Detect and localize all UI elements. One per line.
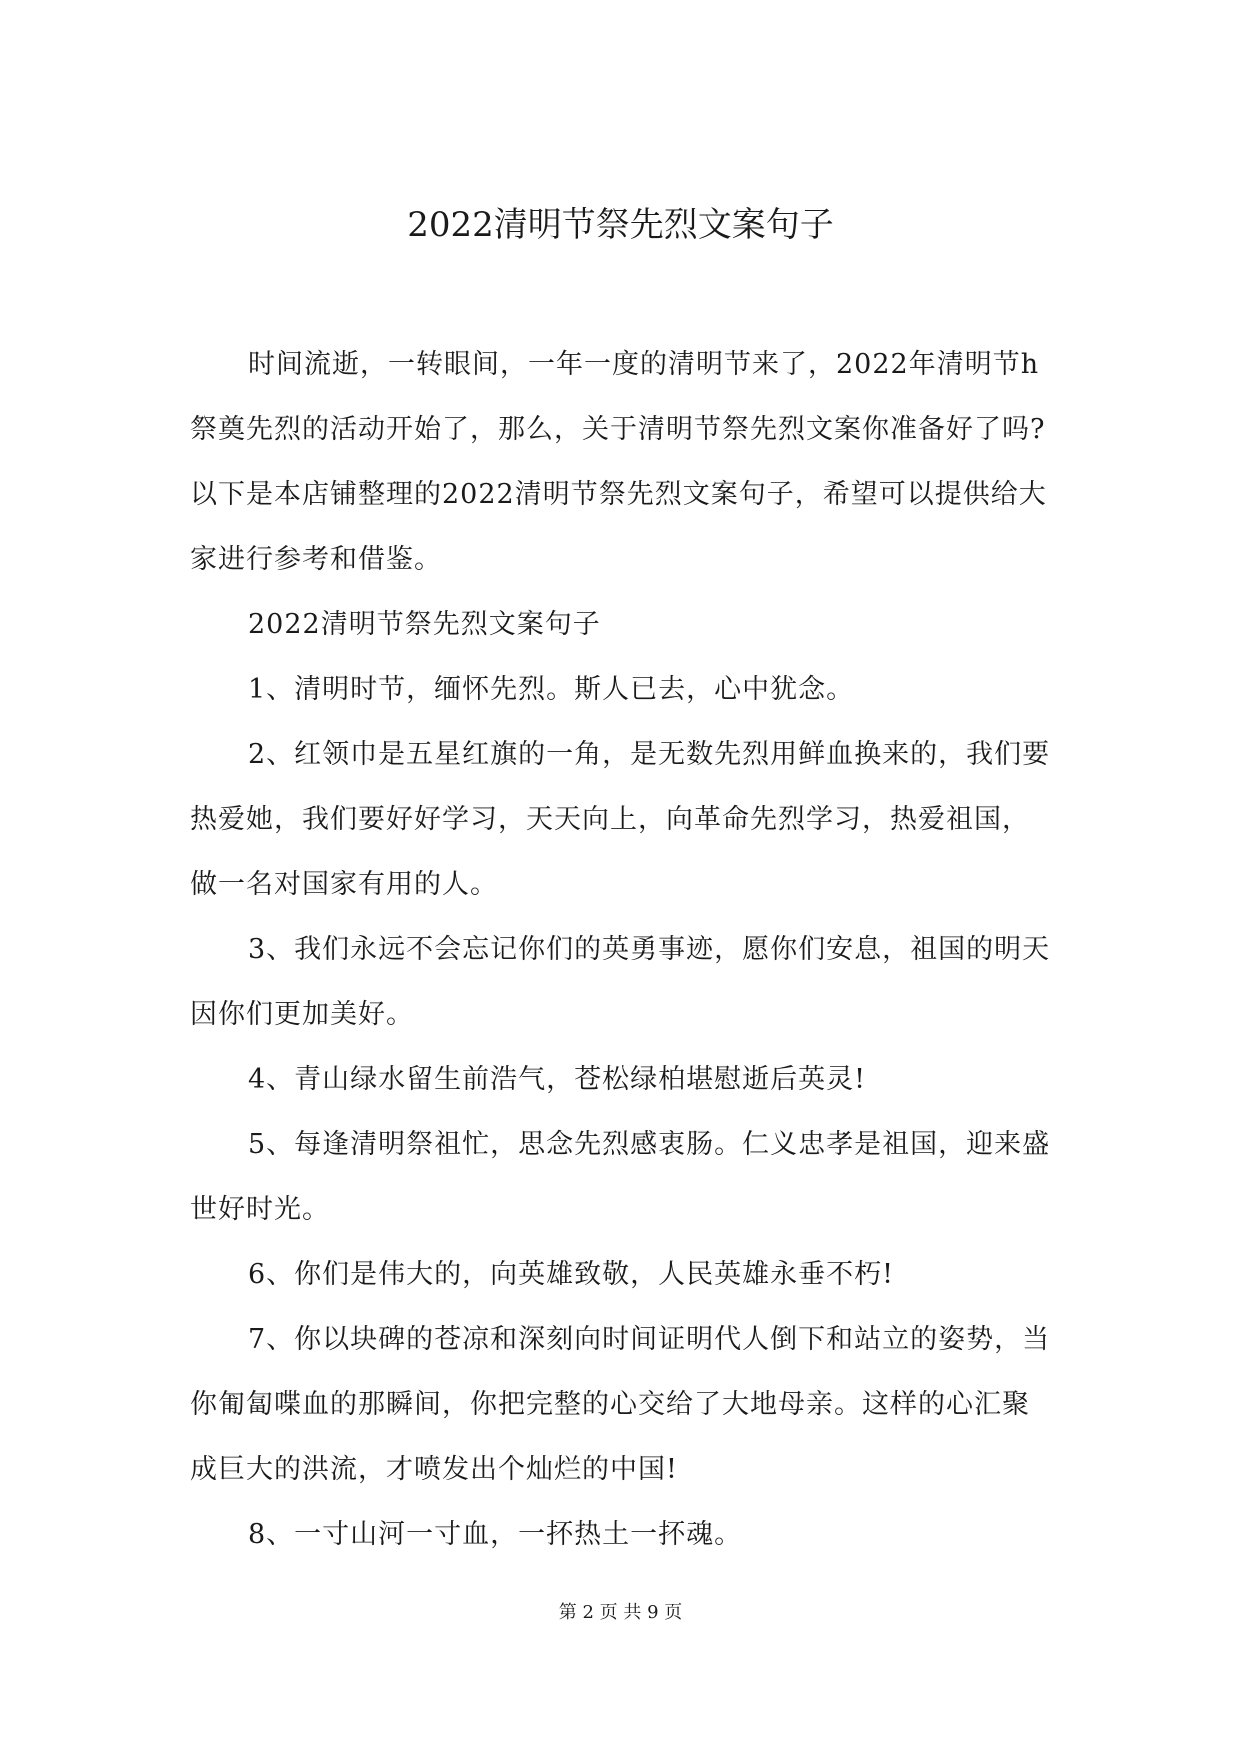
list-item: 5、每逢清明祭祖忙，思念先烈感衷肠。仁义忠孝是祖国，迎来盛世好时光。 xyxy=(190,1129,1051,1225)
intro-paragraph: 时间流逝，一转眼间，一年一度的清明节来了，2022年清明节h祭奠先烈的活动开始了，那么，关于清明节祭先烈文案你准备好了吗?以下是本店铺整理的2022清明节祭先烈文案句子，希望可以提供给大家进行参考和借鉴。 xyxy=(190,349,1047,575)
section-heading: 2022清明节祭先烈文案句子 xyxy=(248,609,601,640)
list-item: 3、我们永远不会忘记你们的英勇事迹，愿你们安息，祖国的明天因你们更加美好。 xyxy=(190,934,1051,1030)
list-item: 1、清明时节，缅怀先烈。斯人已去，心中犹念。 xyxy=(248,674,855,705)
list-item: 2、红领巾是五星红旗的一角，是无数先烈用鲜血换来的，我们要热爱她，我们要好好学习，天天向上，向革命先烈学习，热爱祖国，做一名对国家有用的人。 xyxy=(190,739,1051,900)
document-body xyxy=(190,332,1052,1567)
list-item: 4、青山绿水留生前浩气，苍松绿柏堪慰逝后英灵! xyxy=(248,1064,867,1095)
document-title: 2022清明节祭先烈文案句子 xyxy=(407,205,834,245)
list-item: 6、你们是伟大的，向英雄致敬，人民英雄永垂不朽! xyxy=(248,1259,895,1290)
list-item: 7、你以块碑的苍凉和深刻向时间证明代人倒下和站立的姿势，当你匍匐喋血的那瞬间，你把完整的心交给了大地母亲。这样的心汇聚成巨大的洪流，才喷发出个灿烂的中国! xyxy=(190,1324,1051,1485)
page-number-footer: 第 2 页 共 9 页 xyxy=(558,1602,683,1623)
list-item: 8、一寸山河一寸血，一抔热土一抔魂。 xyxy=(248,1519,743,1550)
